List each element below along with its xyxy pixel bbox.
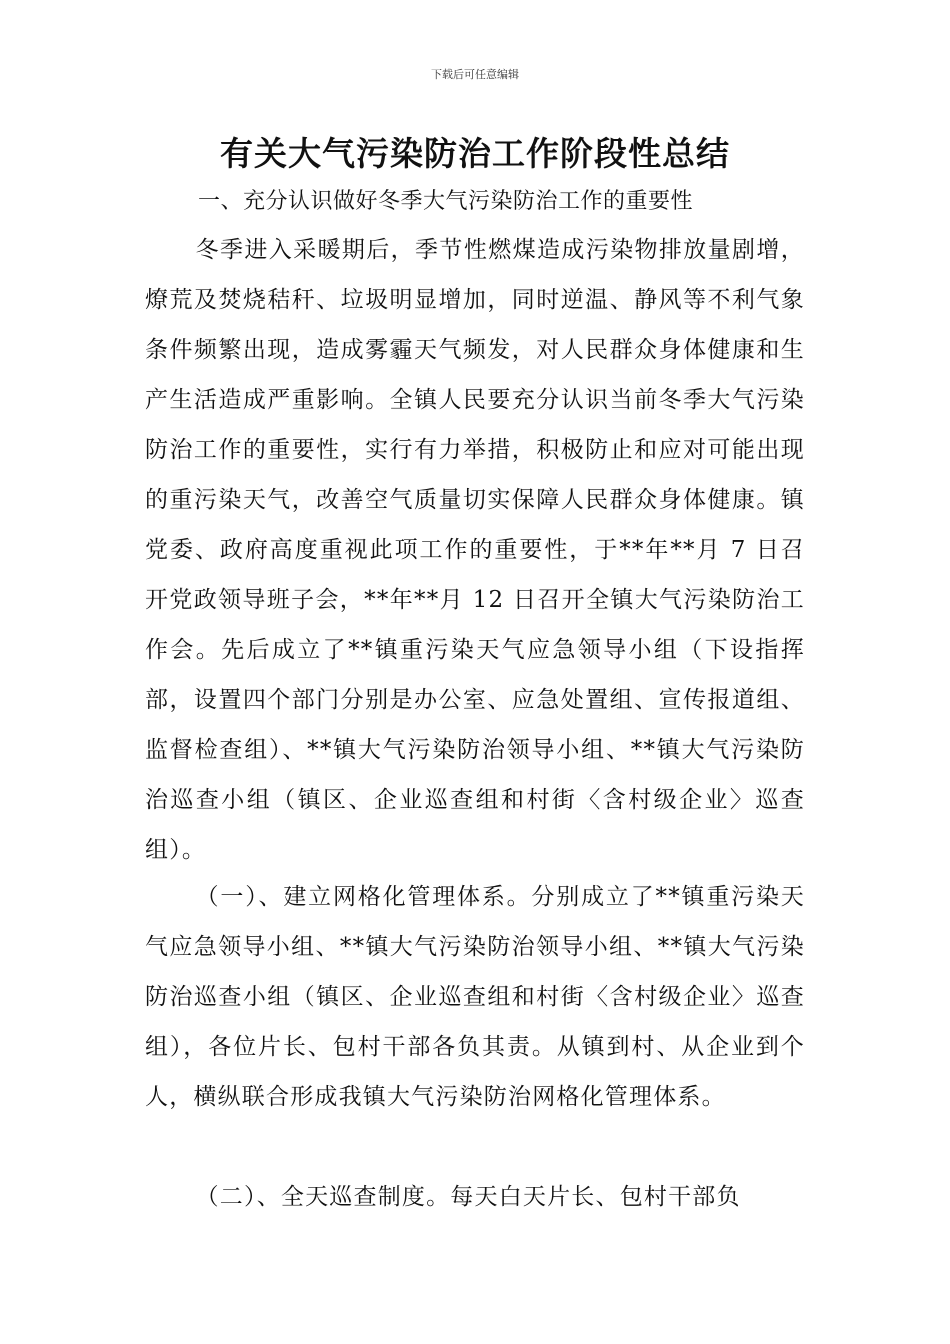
paragraph-patrol-system: （二）、全天巡查制度。每天白天片长、包村干部负: [195, 1184, 741, 1210]
section-heading: 一、充分认识做好冬季大气污染防治工作的重要性: [198, 189, 694, 214]
header-note: 下载后可任意编辑: [431, 68, 519, 81]
paragraph-intro: 冬季进入采暖期后，季节性燃煤造成污染物排放量剧增，燎荒及焚烧秸秆、垃圾明显增加，同时逆温、静风等不利气象条件频繁出现，造成雾霾天气频发，对人民群众身体健康和生产生活造成严重影响。全镇人民要充分认识当前冬季大气污染防治工作的重要性，实行有力举措，积极防止和应对可能出现的重污染天气，改善空气质量切实保障人民群众身体健康。镇党委、政府高度重视此项工作的重要性，于**年**月 7 日召开党政领导班子会，**年**月 12 日召开全镇大气污染防治工作会。先后成立了**镇重污染天气应急领导小组（下设指挥部，设置四个部门分别是办公室、应急处置组、宣传报道组、监督检查组）、**镇大气污染防治领导小组、**镇大气污染防治巡查小组（镇区、企业巡查组和村街〈含村级企业〉巡查组）。: [145, 237, 805, 863]
paragraph-grid-management: （一）、建立网格化管理体系。分别成立了**镇重污染天气应急领导小组、**镇大气污染防治领导小组、**镇大气污染防治巡查小组（镇区、企业巡查组和村街〈含村级企业〉巡查组），各位片长、包村干部各负其责。从镇到村、从企业到个人，横纵联合形成我镇大气污染防治网格化管理体系。: [145, 884, 805, 1110]
document-title: 有关大气污染防治工作阶段性总结: [220, 134, 730, 173]
